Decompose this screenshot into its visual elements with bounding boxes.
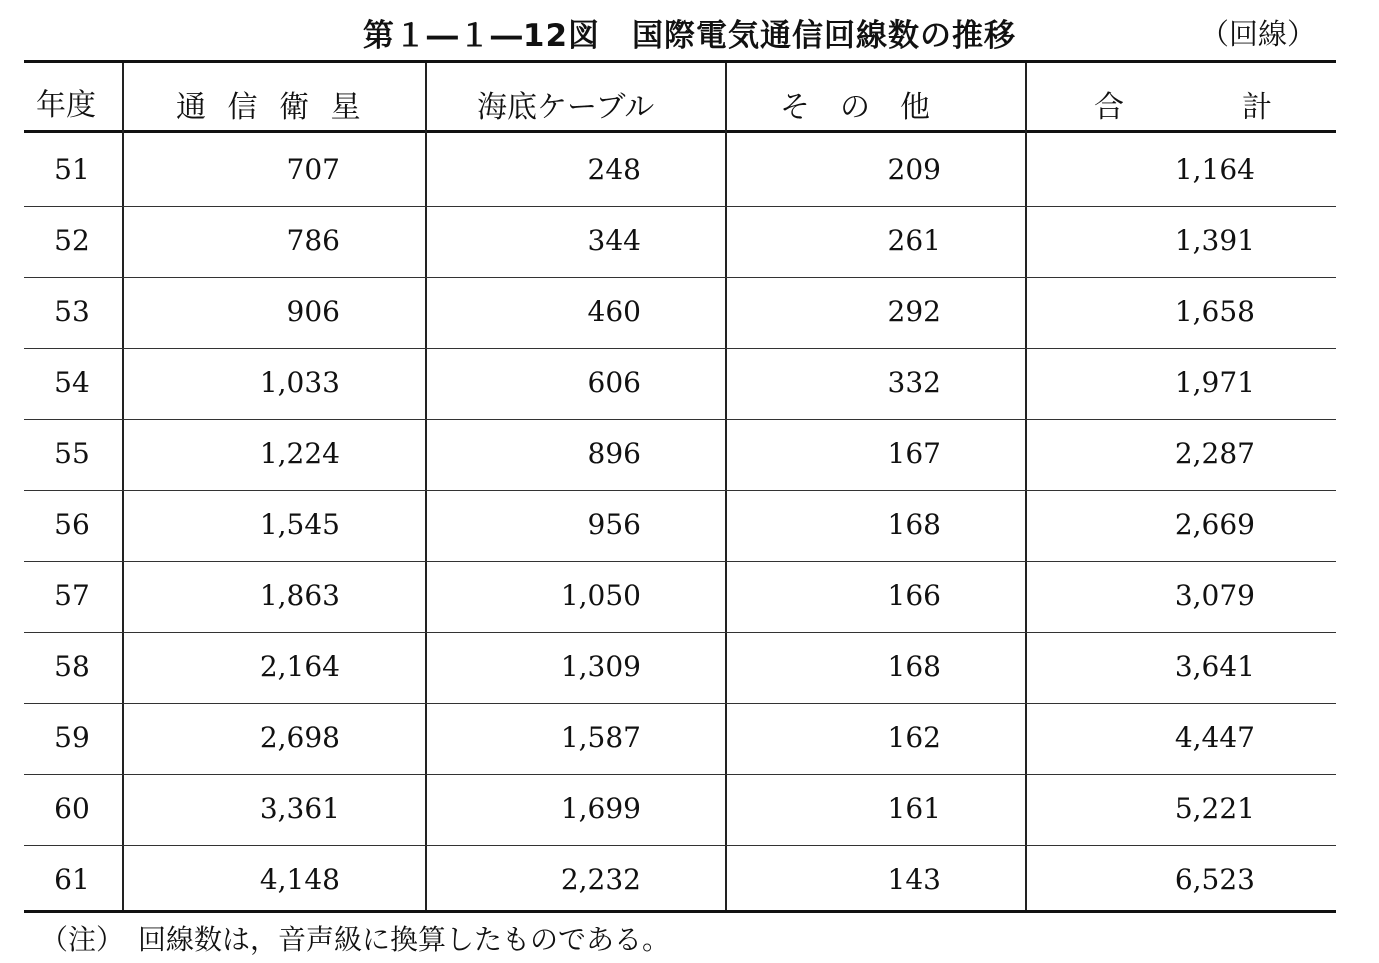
column-divider	[725, 63, 727, 910]
cell-other: 161	[887, 792, 941, 825]
cell-total: 6,523	[1174, 863, 1255, 896]
cell-other: 168	[887, 650, 941, 683]
header-other: そ の 他	[780, 90, 930, 125]
header-total-right: 計	[1242, 90, 1272, 125]
top-rule	[24, 60, 1336, 63]
cell-other: 168	[887, 508, 941, 541]
cell-total: 1,164	[1174, 153, 1255, 186]
column-divider	[122, 63, 124, 910]
cell-other: 332	[887, 366, 941, 399]
cell-other: 209	[887, 153, 941, 186]
header-satellite: 通 信 衛 星	[176, 90, 367, 125]
unit-label: （回線）	[1200, 17, 1317, 51]
row-separator	[24, 206, 1336, 208]
cell-satellite: 906	[286, 295, 340, 328]
cell-year: 56	[54, 508, 90, 541]
cell-year: 59	[54, 721, 90, 754]
cell-satellite: 1,033	[259, 366, 340, 399]
cell-other: 162	[887, 721, 941, 754]
cell-year: 55	[54, 437, 90, 470]
cell-year: 57	[54, 579, 90, 612]
cell-cable: 1,587	[560, 721, 641, 754]
cell-total: 4,447	[1174, 721, 1255, 754]
cell-year: 61	[54, 863, 90, 896]
cell-satellite: 2,164	[259, 650, 340, 683]
cell-total: 1,658	[1174, 295, 1255, 328]
cell-cable: 956	[587, 508, 641, 541]
row-separator	[24, 561, 1336, 563]
cell-other: 143	[887, 863, 941, 896]
cell-total: 3,641	[1174, 650, 1255, 683]
cell-cable: 1,699	[560, 792, 641, 825]
row-separator	[24, 632, 1336, 634]
cell-other: 166	[887, 579, 941, 612]
cell-total: 3,079	[1174, 579, 1255, 612]
cell-cable: 1,050	[560, 579, 641, 612]
cell-total: 2,287	[1174, 437, 1255, 470]
cell-cable: 606	[587, 366, 641, 399]
row-separator	[24, 845, 1336, 847]
cell-other: 292	[887, 295, 941, 328]
cell-year: 54	[54, 366, 90, 399]
row-separator	[24, 703, 1336, 705]
column-divider	[1025, 63, 1027, 910]
page-title: 第１―１―12図 国際電気通信回線数の推移	[362, 18, 1017, 54]
cell-year: 53	[54, 295, 90, 328]
cell-cable: 248	[587, 153, 641, 186]
cell-cable: 344	[587, 224, 641, 257]
cell-satellite: 1,224	[259, 437, 340, 470]
column-divider	[425, 63, 427, 910]
cell-cable: 460	[587, 295, 641, 328]
header-rule	[24, 130, 1336, 133]
header-total-left: 合	[1094, 90, 1124, 125]
bottom-rule	[24, 910, 1336, 913]
cell-satellite: 2,698	[259, 721, 340, 754]
cell-year: 51	[54, 153, 90, 186]
row-separator	[24, 419, 1336, 421]
cell-total: 1,971	[1174, 366, 1255, 399]
cell-year: 58	[54, 650, 90, 683]
cell-cable: 896	[587, 437, 641, 470]
row-separator	[24, 774, 1336, 776]
header-year: 年度	[36, 88, 96, 123]
cell-other: 167	[887, 437, 941, 470]
row-separator	[24, 490, 1336, 492]
cell-cable: 2,232	[560, 863, 641, 896]
cell-satellite: 786	[286, 224, 340, 257]
cell-year: 60	[54, 792, 90, 825]
cell-total: 2,669	[1174, 508, 1255, 541]
cell-other: 261	[887, 224, 941, 257]
cell-satellite: 1,545	[259, 508, 340, 541]
cell-satellite: 3,361	[259, 792, 340, 825]
cell-total: 1,391	[1174, 224, 1255, 257]
cell-satellite: 707	[286, 153, 340, 186]
cell-satellite: 1,863	[259, 579, 340, 612]
cell-year: 52	[54, 224, 90, 257]
footnote: （注） 回線数は，音声級に換算したものである。	[40, 923, 671, 956]
header-cable: 海底ケーブル	[477, 90, 655, 125]
cell-cable: 1,309	[560, 650, 641, 683]
cell-satellite: 4,148	[259, 863, 340, 896]
row-separator	[24, 348, 1336, 350]
cell-total: 5,221	[1174, 792, 1255, 825]
row-separator	[24, 277, 1336, 279]
